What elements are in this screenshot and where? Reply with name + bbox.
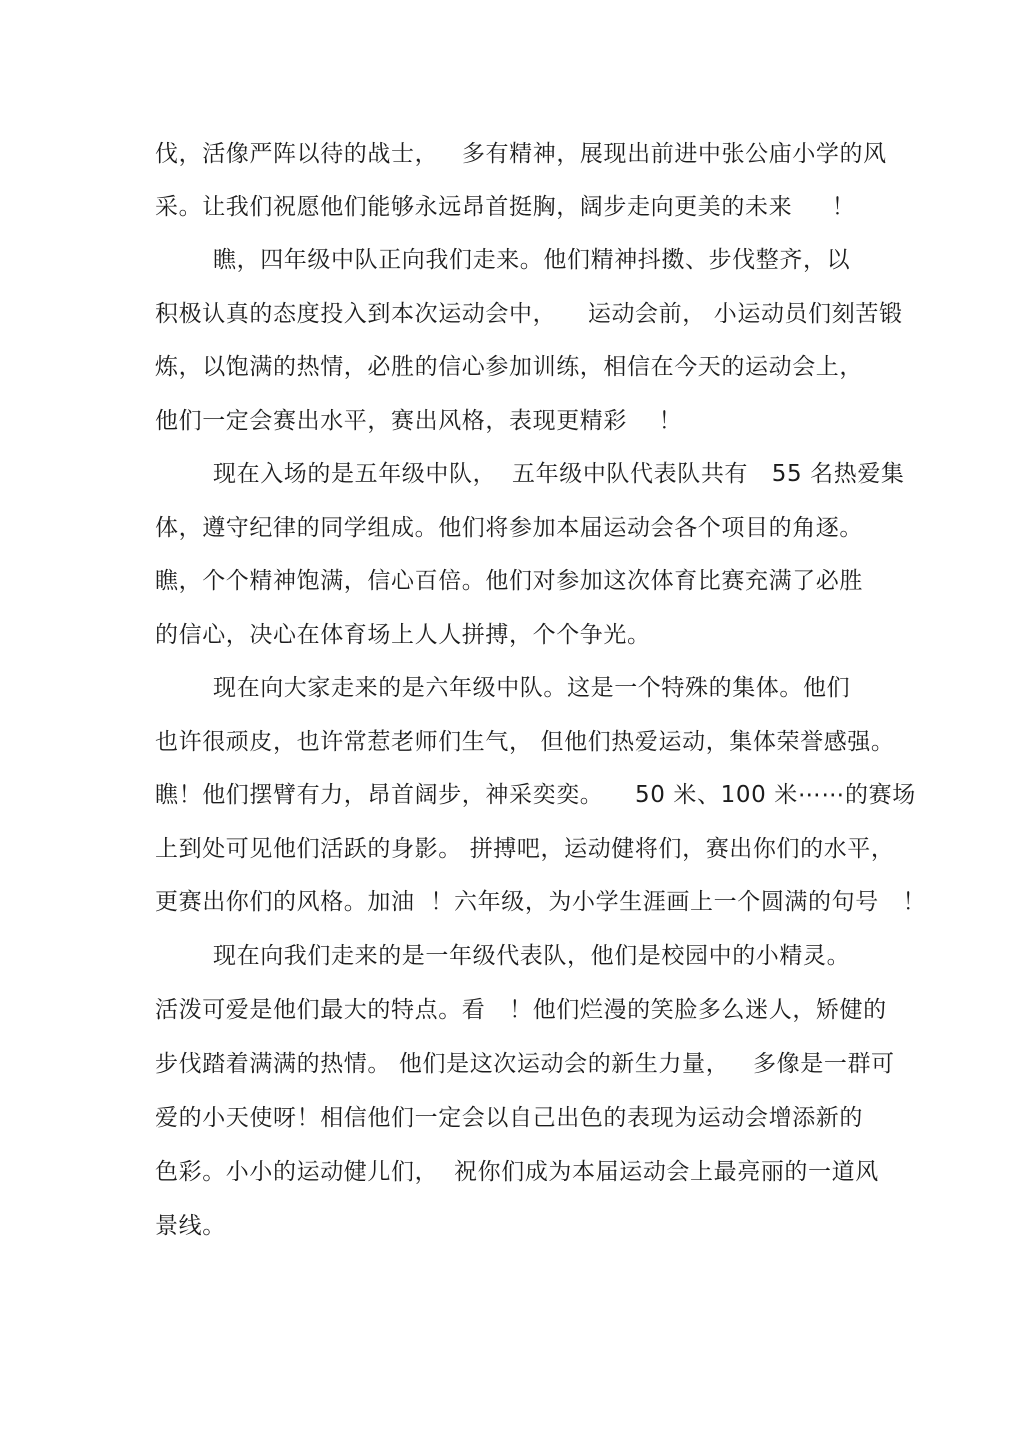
- text-line: 活泼可爱是他们最大的特点。看 ！他们烂漫的笑脸多么迷人，矫健的: [155, 997, 887, 1023]
- text-line: 爱的小天使呀！相信他们一定会以自己出色的表现为运动会增添新的: [155, 1105, 863, 1131]
- text-line: 体，遵守纪律的同学组成。他们将参加本届运动会各个项目的角逐。: [155, 515, 863, 541]
- paragraph-start-line: 现在向大家走来的是六年级中队。这是一个特殊的集体。他们: [213, 675, 851, 701]
- text-line: 采。让我们祝愿他们能够永远昂首挺胸，阔步走向更美的未来 ！: [155, 194, 856, 220]
- text-line: 步伐踏着满满的热情。 他们是这次运动会的新生力量， 多像是一群可: [155, 1051, 895, 1077]
- text-line: 也许很顽皮，也许常惹老师们生气， 但他们热爱运动，集体荣誉感强。: [155, 729, 895, 755]
- text-line: 伐，活像严阵以待的战士， 多有精神，展现出前进中张公庙小学的风: [155, 141, 887, 167]
- text-line: 瞧！他们摆臂有力，昂首阔步，神采奕奕。 50 米、100 米⋯⋯的赛场: [155, 782, 916, 808]
- text-line: 更赛出你们的风格。加油 ！六年级，为小学生涯画上一个圆满的句号 ！: [155, 889, 927, 915]
- text-line: 积极认真的态度投入到本次运动会中， 运动会前， 小运动员们刻苦锻: [155, 301, 903, 327]
- text-line: 瞧，个个精神饱满，信心百倍。他们对参加这次体育比赛充满了必胜: [155, 568, 863, 594]
- paragraph-start-line: 现在入场的是五年级中队， 五年级中队代表队共有 55 名热爱集: [213, 461, 905, 487]
- text-line: 炼，以饱满的热情，必胜的信心参加训练，相信在今天的运动会上，: [155, 354, 863, 380]
- text-line: 色彩。小小的运动健儿们， 祝你们成为本届运动会上最亮丽的一道风: [155, 1159, 879, 1185]
- text-line: 上到处可见他们活跃的身影。 拼搏吧，运动健将们，赛出你们的水平，: [155, 836, 895, 862]
- text-line: 他们一定会赛出水平，赛出风格，表现更精彩 ！: [155, 408, 683, 434]
- paragraph-start-line: 瞧，四年级中队正向我们走来。他们精神抖擞、步伐整齐，以: [213, 247, 851, 273]
- text-line: 的信心，决心在体育场上人人拼搏，个个争光。: [155, 622, 651, 648]
- text-line: 景线。: [155, 1213, 226, 1239]
- paragraph-start-line: 现在向我们走来的是一年级代表队，他们是校园中的小精灵。: [213, 943, 851, 969]
